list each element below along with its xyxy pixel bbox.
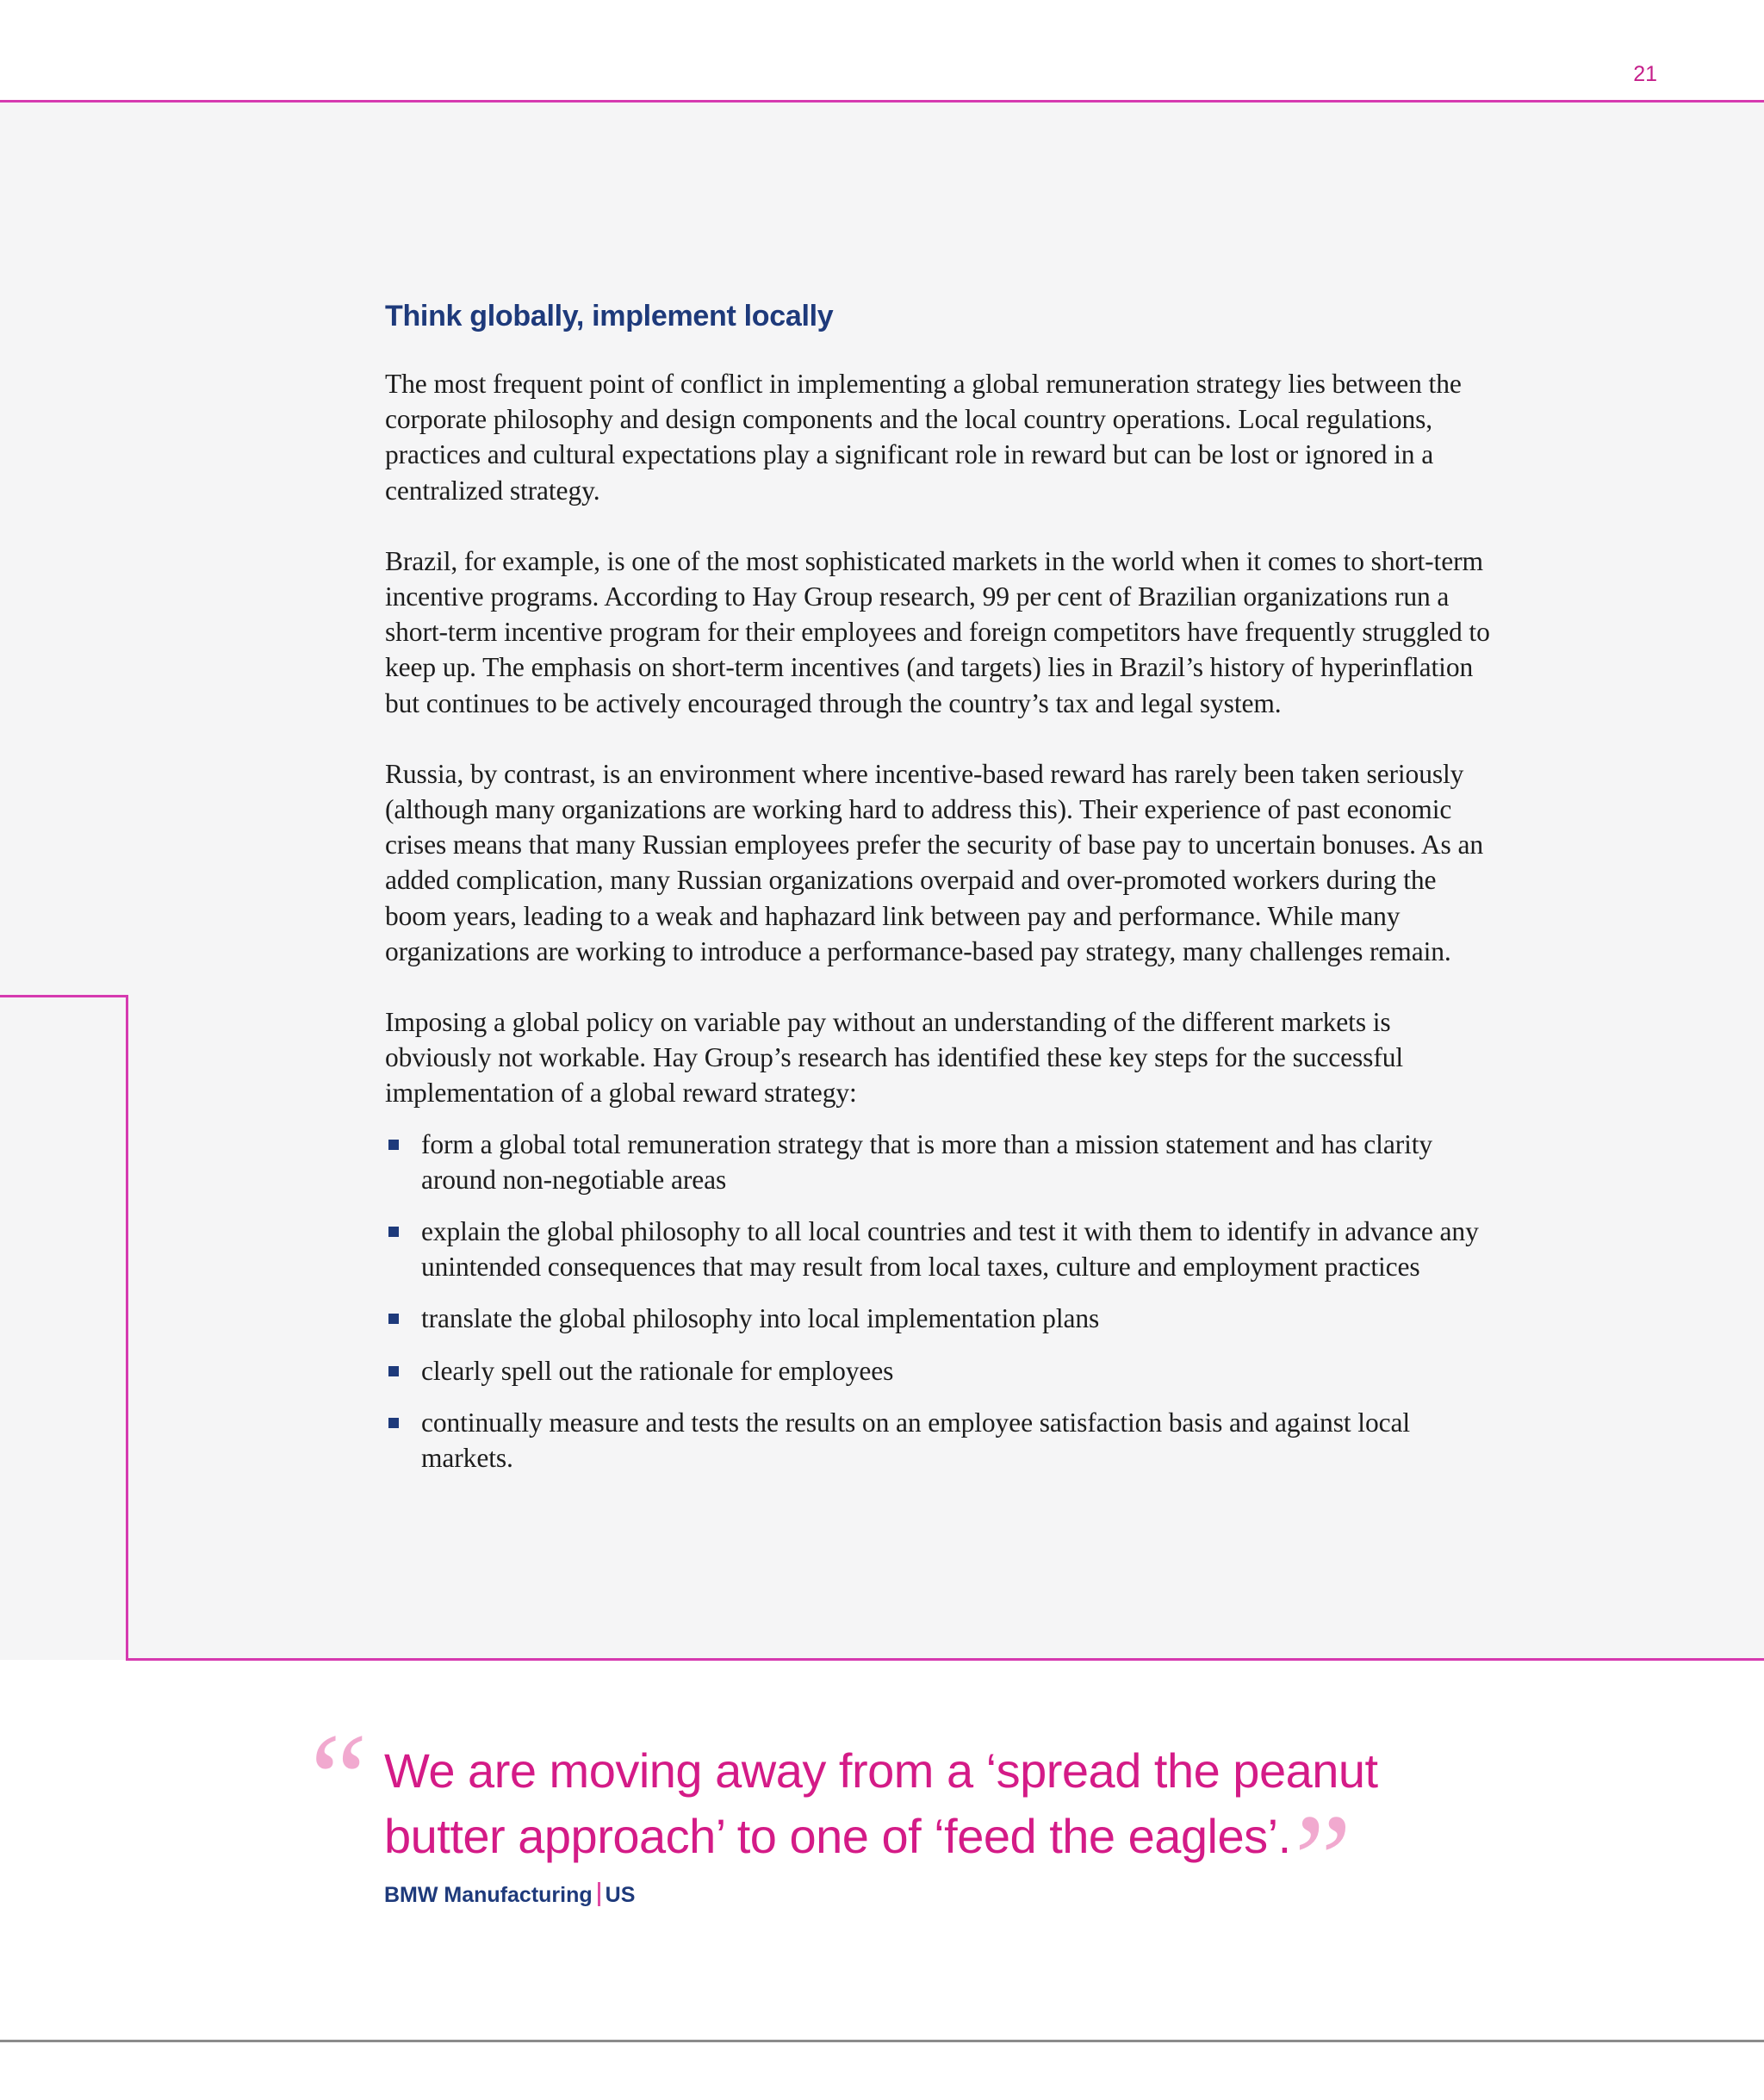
- left-frame-line: [0, 995, 128, 1661]
- list-item: [385, 1405, 1496, 1476]
- footer-rule: [0, 2040, 1764, 2042]
- attribution-country: US: [605, 1883, 636, 1907]
- paragraph-intro: The most frequent point of conflict in implementing a global remuneration strategy lies between the corporate philosophy and design components and the local country operations. Local regulations, practices and cultural expectations play a significant role in reward but can be lost or ignored in a centralized strategy.: [385, 369, 1462, 506]
- section-heading: Think globally, implement locally: [385, 300, 834, 332]
- list-item: [385, 1127, 1496, 1197]
- square-bullet-icon: [388, 1418, 399, 1428]
- attribution-company: BMW Manufacturing: [384, 1883, 593, 1907]
- paragraph-key-steps: Imposing a global policy on variable pay without an understanding of the different markets is obviously not workable. Hay Group’s research has identified these key steps for the successful implementation of a global reward strategy:: [385, 1007, 1404, 1109]
- list-item-text: clearly spell out the rationale for employees: [421, 1355, 894, 1386]
- list-item-text: continually measure and tests the results on an employee satisfaction basis and against local markets.: [421, 1407, 1411, 1474]
- list-item-text: translate the global philosophy into local implementation plans: [421, 1303, 1100, 1334]
- quote-text: We are moving away from a ‘spread the peanut butter approach’ to one of ‘feed the eagles’.: [384, 1743, 1378, 1863]
- paragraph-brazil: Brazil, for example, is one of the most sophisticated markets in the world when it comes to short-term incentive programs. According to Hay Group research, 99 per cent of Brazilian organizations run a short-term incentive program for their employees and foreign competitors have frequently struggled to keep up. The emphasis on short-term incentives (and targets) lies in Brazil’s history of hyperinflation but continues to be actively encouraged through the country’s tax and legal system.: [385, 545, 1490, 718]
- square-bullet-icon: [388, 1366, 399, 1376]
- square-bullet-icon: [388, 1227, 399, 1237]
- square-bullet-icon: [388, 1314, 399, 1324]
- square-bullet-icon: [388, 1140, 399, 1150]
- attribution-separator: [598, 1882, 600, 1906]
- list-item: [385, 1353, 1496, 1389]
- close-quote-mark: ”: [1294, 1788, 1351, 1931]
- frame-bottom-rule: [126, 1658, 1764, 1661]
- list-item-text: form a global total remuneration strategy that is more than a mission statement and has clarity around non-negotiable areas: [421, 1128, 1433, 1195]
- paragraph-russia: Russia, by contrast, is an environment where incentive-based reward has rarely been taken seriously (although many organizations are working hard to address this). Their experience of past economic crises means that many Russian employees prefer the security of base pay to uncertain bonuses. As an added complication, many Russian organizations overpaid and over-promoted workers during the boom years, leading to a weak and haphazard link between pay and performance. While many organizations are working to introduce a performance-based pay strategy, many challenges remain.: [385, 758, 1484, 966]
- quote-attribution: [384, 1882, 635, 1908]
- list-item: [385, 1214, 1496, 1284]
- page-number: 21: [1633, 62, 1657, 86]
- list-item-text: explain the global philosophy to all local countries and test it with them to identify in advance any unintended consequences that may result from local taxes, culture and employment practices: [421, 1216, 1479, 1283]
- key-steps-list: [385, 1127, 1496, 1476]
- open-quote-mark: “: [310, 1707, 368, 1850]
- list-item: [385, 1301, 1496, 1336]
- article-body: [385, 300, 1496, 1492]
